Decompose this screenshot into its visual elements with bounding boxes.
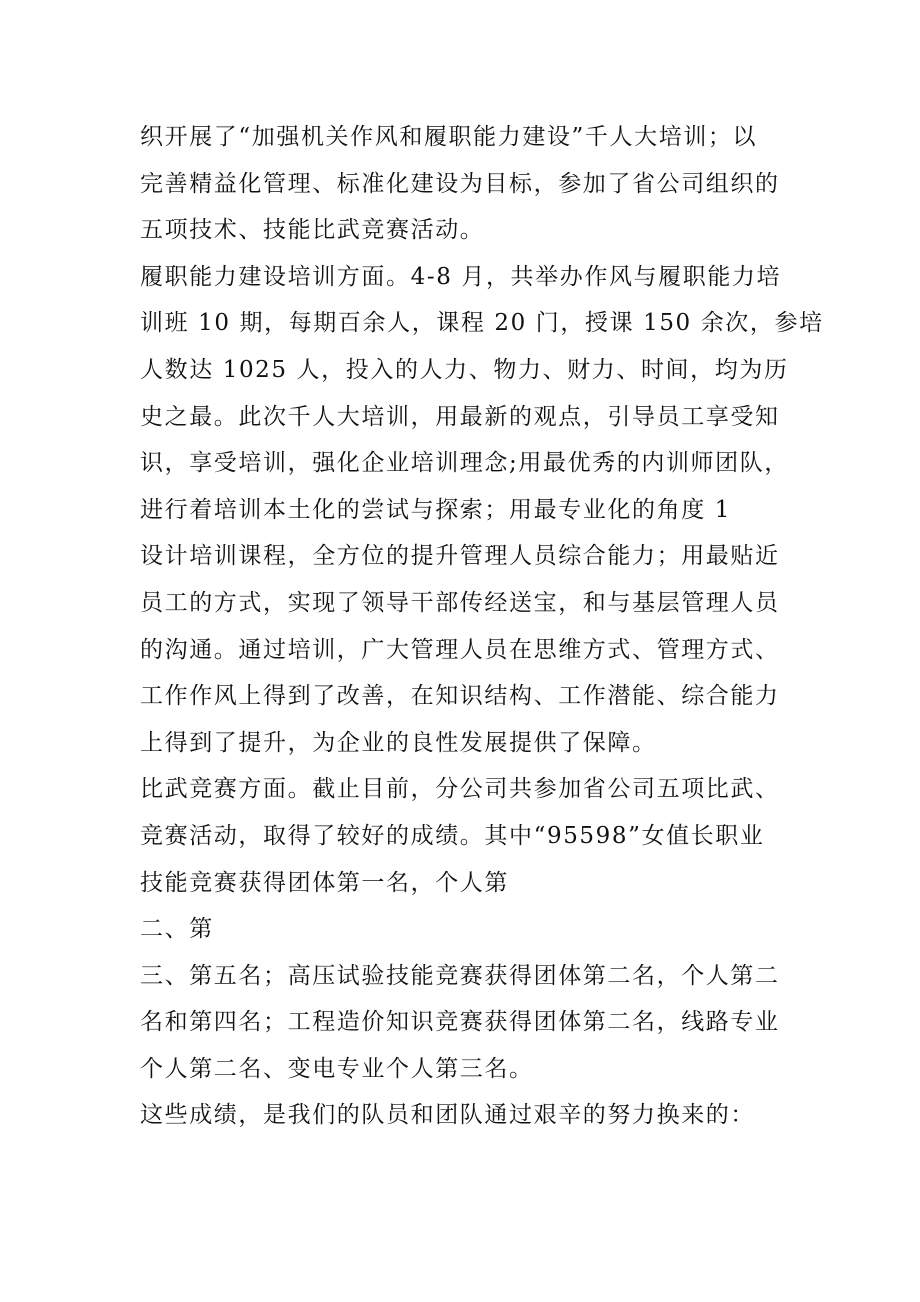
text-line: 技能竞赛获得团体第一名，个人第: [140, 869, 509, 896]
text-line: 这些成绩，是我们的队员和团队通过艰辛的努力换来的：: [140, 1102, 755, 1129]
text-line: 履职能力建设培训方面。4-8 月，共举办作风与履职能力培: [140, 263, 782, 290]
document-body: [140, 114, 824, 1139]
text-line: 个人第二名、变电专业个人第三名。: [140, 1055, 534, 1082]
text-line: 二、第: [140, 916, 214, 943]
text-line: 五项技术、技能比武竞赛活动。: [140, 217, 485, 244]
text-line: 竞赛活动，取得了较好的成绩。其中“95598”女值长职业: [140, 822, 765, 849]
text-line: 织开展了“加强机关作风和履职能力建设”千人大培训；以: [140, 124, 758, 150]
text-line: 的沟通。通过培训，广大管理人员在思维方式、管理方式、: [140, 636, 780, 663]
text-line: 三、第五名；高压试验技能竞赛获得团体第二名，个人第二: [140, 962, 780, 989]
text-line: 识，享受培训，强化企业培训理念;用最优秀的内训师团队，: [140, 450, 789, 477]
text-line: 名和第四名；工程造价知识竞赛获得团体第二名，线路专业: [140, 1009, 780, 1036]
text-line: 员工的方式，实现了领导干部传经送宝，和与基层管理人员: [140, 589, 780, 616]
text-line: 史之最。此次千人大培训，用最新的观点，引导员工享受知: [140, 403, 780, 430]
text-line: 设计培训课程，全方位的提升管理人员综合能力；用最贴近: [140, 543, 780, 570]
text-line: 比武竞赛方面。截止目前，分公司共参加省公司五项比武、: [140, 776, 780, 803]
text-line: 训班 10 期，每期百余人，课程 20 门，授课 150 余次，参培: [140, 310, 824, 337]
text-line: 进行着培训本土化的尝试与探索；用最专业化的角度 1: [140, 496, 731, 523]
text-line: 完善精益化管理、标准化建设为目标，参加了省公司组织的: [140, 170, 780, 197]
text-line: 人数达 1025 人，投入的人力、物力、财力、时间，均为历: [140, 356, 789, 383]
text-line: 上得到了提升，为企业的良性发展提供了保障。: [140, 729, 657, 756]
text-line: 工作作风上得到了改善，在知识结构、工作潜能、综合能力: [140, 683, 780, 710]
